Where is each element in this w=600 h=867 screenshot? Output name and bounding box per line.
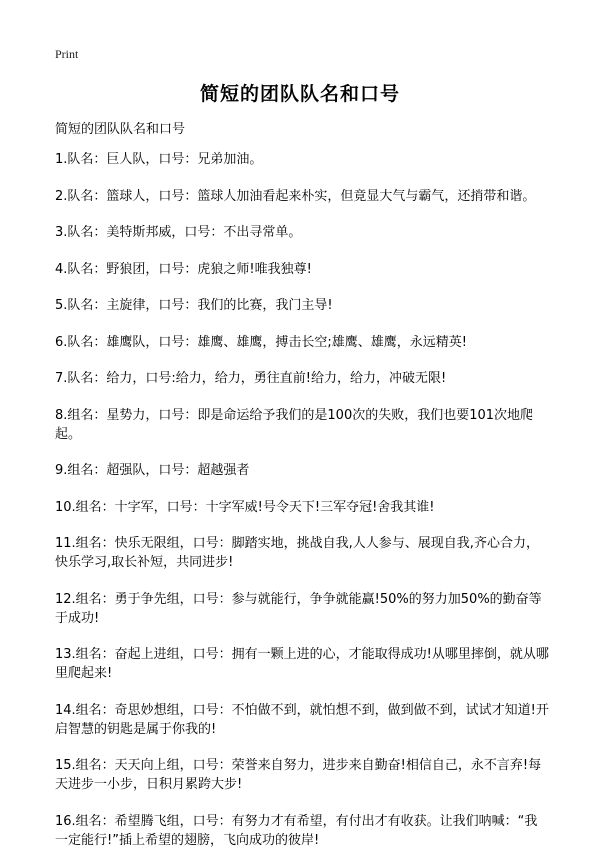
print-label: Print bbox=[55, 47, 79, 61]
list-item: 11.组名：快乐无限组，口号：脚踏实地，挑战自我,人人参与、展现自我,齐心合力，快乐学习,取长补短，共同进步! bbox=[55, 536, 539, 570]
list-item: 1.队名：巨人队，口号：兄弟加油。 bbox=[55, 152, 263, 167]
list-item: 12.组名：勇于争先组，口号：参与就能行，争争就能赢!50%的努力加50%的勤奋等于成功! bbox=[55, 591, 542, 626]
list-item: 15.组名：天天向上组，口号：荣誉来自努力，进步来自勤奋!相信自己，永不言弃!每天进步一小步，日积月累跨大步! bbox=[55, 758, 542, 792]
list-item: 13.组名：奋起上进组，口号：拥有一颗上进的心，才能取得成功!从哪里摔倒，就从哪里爬起来! bbox=[55, 647, 549, 681]
list-item: 7.队名：给力，口号:给力，给力，勇往直前!给力，给力，冲破无限! bbox=[55, 371, 447, 386]
slogan-list bbox=[55, 150, 550, 867]
list-item: 14.组名：奇思妙想组，口号：不怕做不到，就怕想不到，做到做不到，试试才知道!开启智慧的钥匙是属于你我的! bbox=[55, 702, 549, 737]
list-item: 4.队名：野狼团，口号：虎狼之师!唯我独尊! bbox=[55, 261, 312, 277]
list-item: 6.队名：雄鹰队，口号：雄鹰、雄鹰，搏击长空;雄鹰、雄鹰，永远精英! bbox=[55, 334, 467, 350]
list-item: 9.组名：超强队，口号：超越强者 bbox=[55, 463, 250, 478]
list-item: 10.组名：十字军，口号：十字军威!号令天下!三军夺冠!舍我其谁! bbox=[55, 499, 435, 515]
list-item: 8.组名：星势力，口号：即是命运给予我们的是100次的失败，我们也要101次地爬起。 bbox=[55, 407, 534, 442]
document-title: 简短的团队队名和口号 bbox=[199, 83, 400, 105]
list-item: 3.队名：美特斯邦威，口号：不出寻常单。 bbox=[55, 225, 302, 240]
list-item: 2.队名：篮球人，口号：篮球人加油看起来朴实，但竟显大气与霸气，还捎带和谐。 bbox=[55, 188, 536, 204]
list-item: 16.组名：希望腾飞组，口号：有努力才有希望，有付出才有收获。让我们呐喊：“我一定能行!”插上希望的翅膀，飞向成功的彼岸! bbox=[55, 813, 538, 848]
document-intro: 简短的团队队名和口号 bbox=[55, 122, 186, 137]
list-item: 5.队名：主旋律，口号：我们的比赛，我门主导! bbox=[55, 298, 333, 313]
